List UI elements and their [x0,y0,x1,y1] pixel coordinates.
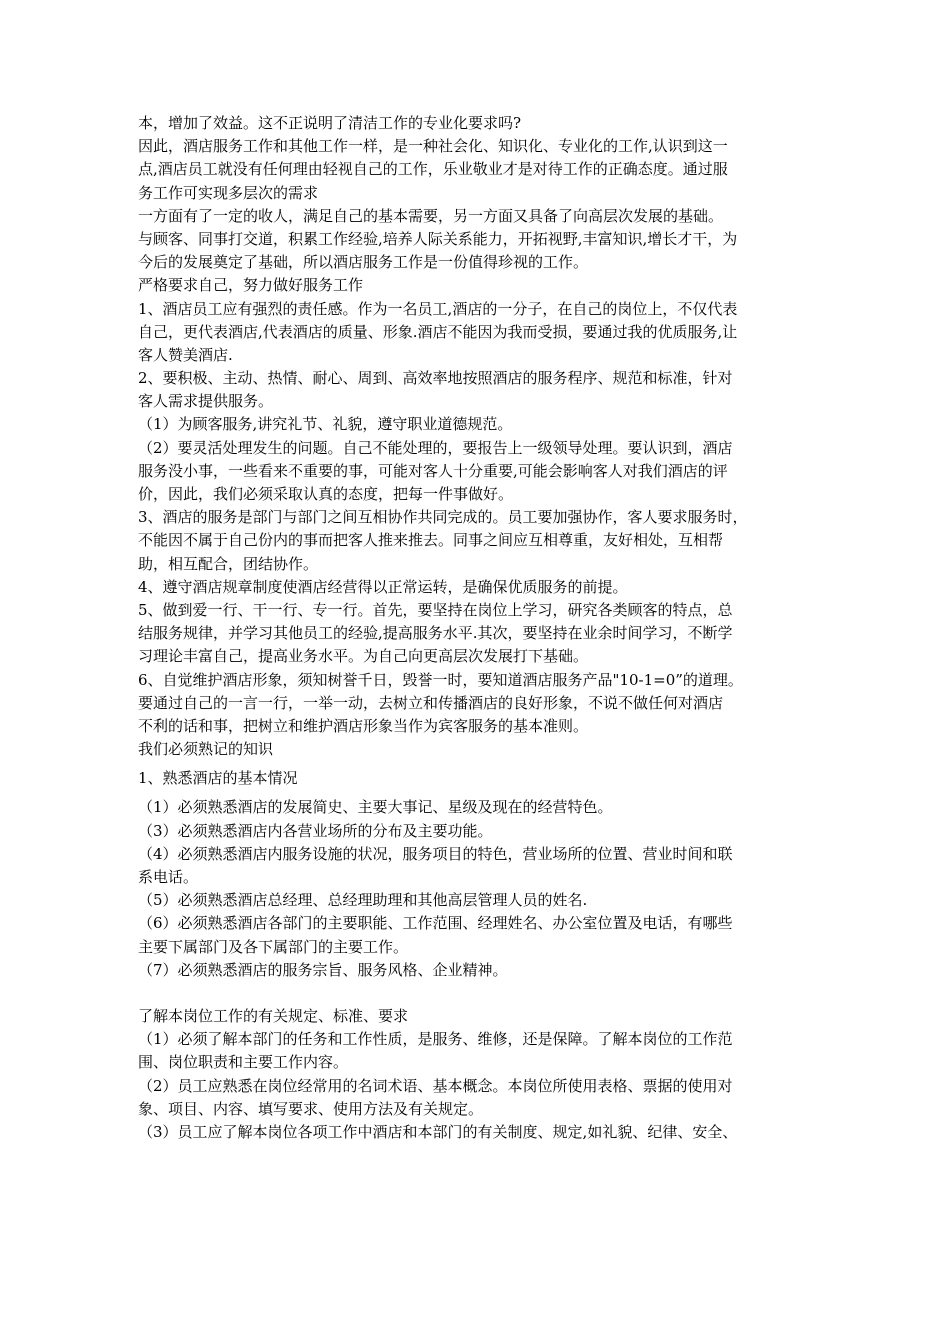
text-line: 主要下属部门及各下属部门的主要工作。 [138,937,409,956]
text-line: 1、酒店员工应有强烈的责任感。作为一名员工,酒店的一分子，在自己的岗位上，不仅代表 [138,299,738,318]
text-line: 点,酒店员工就没有任何理由轻视自己的工作，乐业敬业才是对待工作的正确态度。通过服 [138,160,728,179]
text-line: （3）员工应了解本岗位各项工作中酒店和本部门的有关制度、规定,如礼貌、纪律、安全、 [138,1122,738,1141]
text-line: （5）必须熟悉酒店总经理、总经理助理和其他高层管理人员的姓名. [138,891,588,910]
text-line: （1）必须熟悉酒店的发展简史、主要大事记、星级及现在的经营特色。 [138,798,613,817]
text-line: 3、酒店的服务是部门与部门之间互相协作共同完成的。员工要加强协作，客人要求服务时， [138,508,748,527]
text-line: 客人需求提供服务。 [138,392,274,411]
text-line: 6、自觉维护酒店形象，须知树誉千日，毁誉一时，要知道酒店服务产品"10-1=0”的道理。 [138,670,743,689]
text-block-hotel-knowledge [138,796,828,982]
text-line: 本，增加了效益。这不正说明了清洁工作的专业化要求吗? [138,114,522,132]
text-line: 今后的发展奠定了基础，所以酒店服务工作是一份值得珍视的工作。 [138,253,589,272]
text-line: 不利的话和事，把树立和维护酒店形象当作为宾客服务的基本准则。 [138,716,589,735]
text-line: 不能因不属于自己份内的事而把客人推来推去。同事之间应互相尊重，友好相处，互相帮 [138,531,724,550]
text-line: （2）要灵活处理发生的问题。自己不能处理的，要报告上一级领导处理。要认识到，酒店 [138,438,733,457]
text-line: 结服务规律，并学习其他员工的经验,提高服务水平.其次，要坚持在业余时间学习，不断学 [138,624,733,643]
text-line: 严格要求自己，努力做好服务工作 [138,276,364,295]
text-line: 一方面有了一定的收人，满足自己的基本需要，另一方面又具备了向高层次发展的基础。 [138,206,724,225]
document-page [138,112,828,1144]
text-block-responsibilities [138,112,828,761]
text-line: （4）必须熟悉酒店内服务设施的状况，服务项目的特色，营业场所的位置、营业时间和联 [138,844,733,863]
text-line: （6）必须熟悉酒店各部门的主要职能、工作范围、经理姓名、办公室位置及电话，有哪些 [138,914,733,933]
text-line: 5、做到爱一行、干一行、专一行。首先，要坚持在岗位上学习，研究各类顾客的特点，总 [138,600,733,619]
section-heading-hotel-basics: 1、熟悉酒店的基本情况 [138,769,298,788]
text-line: （1）必须了解本部门的任务和工作性质，是服务、维修，还是保障。了解本岗位的工作范 [138,1030,733,1049]
text-line: 价，因此，我们必须采取认真的态度，把每一件事做好。 [138,485,514,503]
text-line: 象、项目、内容、填写要求、使用方法及有关规定。 [138,1099,484,1118]
text-line: 要通过自己的一言一行，一举一动，去树立和传播酒店的良好形象，不说不做任何对酒店 [138,693,724,712]
text-line: 2、要积极、主动、热情、耐心、周到、高效率地按照酒店的服务程序、规范和标准，针对 [138,369,733,388]
text-line: 了解本岗位工作的有关规定、标准、要求 [138,1006,409,1025]
text-line: 因此，酒店服务工作和其他工作一样，是一种社会化、知识化、专业化的工作,认识到这一 [138,137,728,156]
text-line: 客人赞美酒店. [138,345,233,364]
text-line: 围、岗位职责和主要工作内容。 [138,1053,349,1072]
text-line: 系电话。 [138,868,199,886]
text-line: （7）必须熟悉酒店的服务宗旨、服务风格、企业精神。 [138,960,508,979]
blank-line [138,982,828,1005]
text-line: 4、遵守酒店规章制度使酒店经营得以正常运转，是确保优质服务的前提。 [138,577,628,596]
text-line: （3）必须熟悉酒店内各营业场所的分布及主要功能。 [138,821,493,840]
text-line: 我们必须熟记的知识 [138,740,274,759]
text-line: 服务没小事，一些看来不重要的事，可能对客人十分重要,可能会影响客人对我们酒店的评 [138,461,728,480]
text-block-job-requirements [138,1005,828,1144]
text-line: 与顾客、同事打交道，积累工作经验,培养人际关系能力，开拓视野,丰富知识,增长才干，为 [138,229,738,248]
text-line: 习理论丰富自己，提高业务水平。为自己向更高层次发展打下基础。 [138,647,589,666]
text-line: 助，相互配合，团结协作。 [138,554,319,573]
text-line: （1）为顾客服务,讲究礼节、礼貌，遵守职业道德规范。 [138,415,513,434]
text-line: （2）员工应熟悉在岗位经常用的名词术语、基本概念。本岗位所使用表格、票据的使用对 [138,1076,733,1095]
text-line: 自己，更代表酒店,代表酒店的质量、形象.酒店不能因为我而受损，要通过我的优质服务,让 [138,322,738,341]
text-line: 务工作可实现多层次的需求 [138,183,319,202]
